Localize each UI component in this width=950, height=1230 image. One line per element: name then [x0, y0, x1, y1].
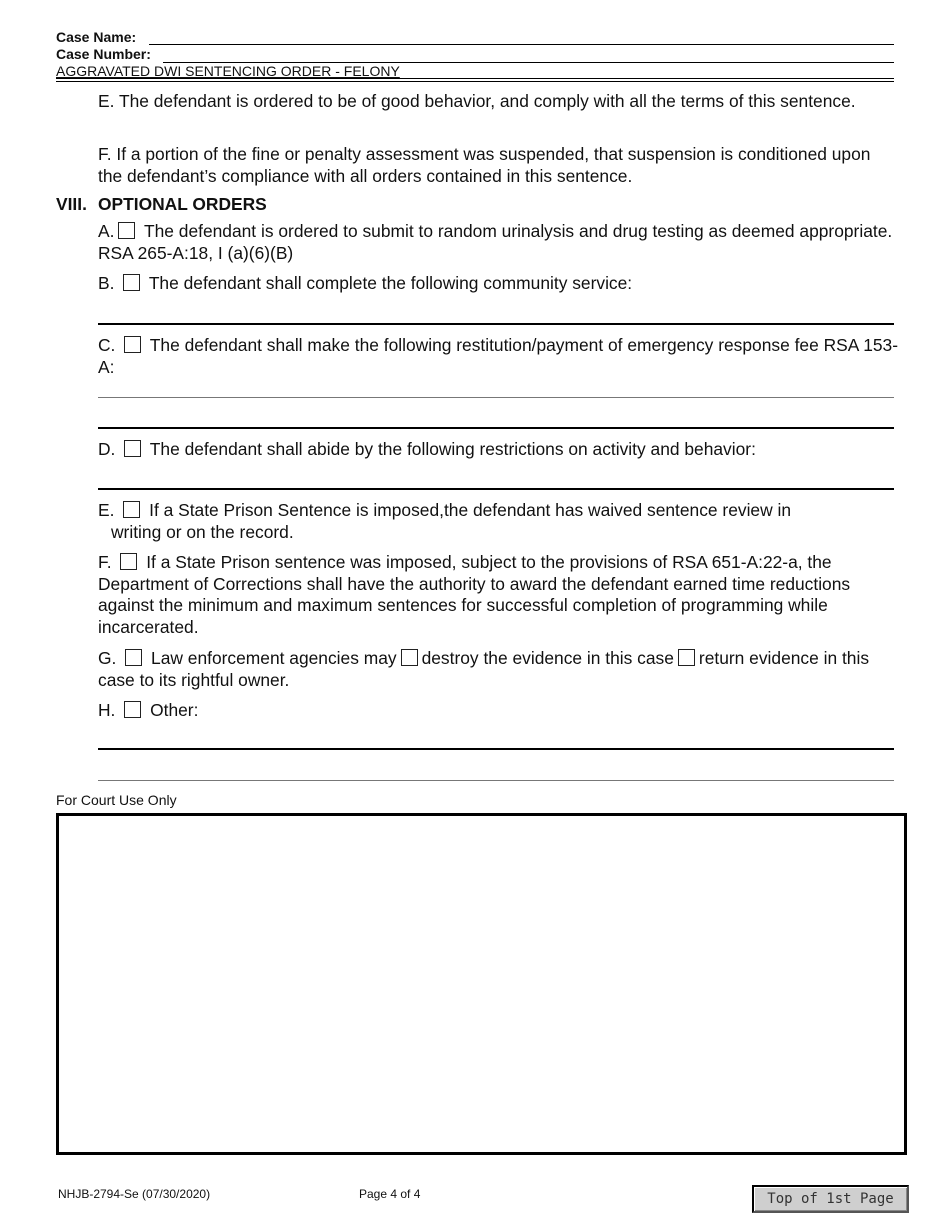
order-e-letter: E.: [98, 500, 115, 520]
order-f-letter: F.: [98, 552, 112, 572]
destroy-evidence-checkbox[interactable]: [401, 649, 418, 666]
order-b-letter: B.: [98, 273, 115, 293]
section-title: OPTIONAL ORDERS: [98, 194, 267, 214]
order-h-input-line-2[interactable]: [98, 780, 894, 781]
order-c-letter: C.: [98, 335, 116, 355]
order-a-letter: A.: [98, 221, 115, 241]
order-a-checkbox[interactable]: [118, 222, 135, 239]
order-c-input-line-1[interactable]: [98, 397, 894, 398]
order-g-text-3: return evidence in this case to its rightful owner.: [98, 648, 870, 690]
order-c-input-line-2[interactable]: [98, 427, 894, 429]
order-b-input-line[interactable]: [98, 323, 894, 325]
order-b: [98, 273, 898, 295]
order-g-text-2: destroy the evidence in this case: [421, 648, 674, 668]
order-e-text-1: If a State Prison Sentence is imposed,the defendant has waived sentence review in: [149, 500, 792, 520]
court-use-box: [56, 813, 907, 1155]
case-name-field[interactable]: [149, 44, 894, 45]
form-title: AGGRAVATED DWI SENTENCING ORDER - FELONY: [56, 63, 400, 79]
sentence-paragraph-e: E. The defendant is ordered to be of good behavior, and comply with all the terms of this sentence.: [98, 91, 856, 111]
order-d-input-line[interactable]: [98, 488, 894, 490]
order-e-checkbox[interactable]: [123, 501, 140, 518]
order-d: [98, 439, 898, 461]
order-d-letter: D.: [98, 439, 116, 459]
order-g-letter: G.: [98, 648, 117, 668]
order-f: [98, 552, 898, 638]
order-g-checkbox[interactable]: [125, 649, 142, 666]
order-h-checkbox[interactable]: [124, 701, 141, 718]
section-number: VIII.: [56, 194, 87, 214]
return-evidence-checkbox[interactable]: [678, 649, 695, 666]
court-use-label: For Court Use Only: [56, 792, 177, 808]
form-id: NHJB-2794-Se (07/30/2020): [58, 1187, 211, 1201]
order-c-text: The defendant shall make the following restitution/payment of emergency response fee RSA 153-A:: [98, 335, 899, 377]
order-e: [98, 500, 898, 543]
top-of-first-page-button[interactable]: Top of 1st Page: [752, 1185, 909, 1213]
order-e-text-2: writing or on the record.: [111, 521, 294, 542]
order-d-checkbox[interactable]: [124, 440, 141, 457]
page-number: Page 4 of 4: [359, 1187, 421, 1201]
order-g: [98, 648, 898, 691]
order-h-letter: H.: [98, 700, 116, 720]
order-h-input-line-1[interactable]: [98, 748, 894, 750]
case-name-label: Case Name:: [56, 29, 137, 45]
order-a-text: The defendant is ordered to submit to random urinalysis and drug testing as deemed appropriate. RSA 265-A:18, I (a)(6)(B): [98, 221, 893, 263]
order-f-text: If a State Prison sentence was imposed, subject to the provisions of RSA 651-A:22-a, the Department of Corrections shall have the authority to award the defendant earned time reductions against the minimum and maximum sentences for successful completion of programming while incarcerated.: [98, 552, 851, 637]
order-c-checkbox[interactable]: [124, 336, 141, 353]
order-b-checkbox[interactable]: [123, 274, 140, 291]
order-b-text: The defendant shall complete the following community service:: [148, 273, 633, 293]
header-divider: [56, 78, 894, 79]
order-c: [98, 335, 898, 378]
order-h-text: Other:: [150, 700, 199, 720]
order-g-text-1: Law enforcement agencies may: [151, 648, 397, 668]
order-a: [98, 221, 898, 264]
order-d-text: The defendant shall abide by the following restrictions on activity and behavior:: [149, 439, 756, 459]
order-f-checkbox[interactable]: [120, 553, 137, 570]
case-number-label: Case Number:: [56, 46, 151, 62]
header-divider-double: [56, 81, 894, 82]
order-h: [98, 700, 898, 722]
section-heading: [56, 194, 267, 216]
sentence-paragraph-f: F. If a portion of the fine or penalty assessment was suspended, that suspension is conditioned upon the defendant’s compliance with all orders contained in this sentence.: [98, 144, 871, 186]
